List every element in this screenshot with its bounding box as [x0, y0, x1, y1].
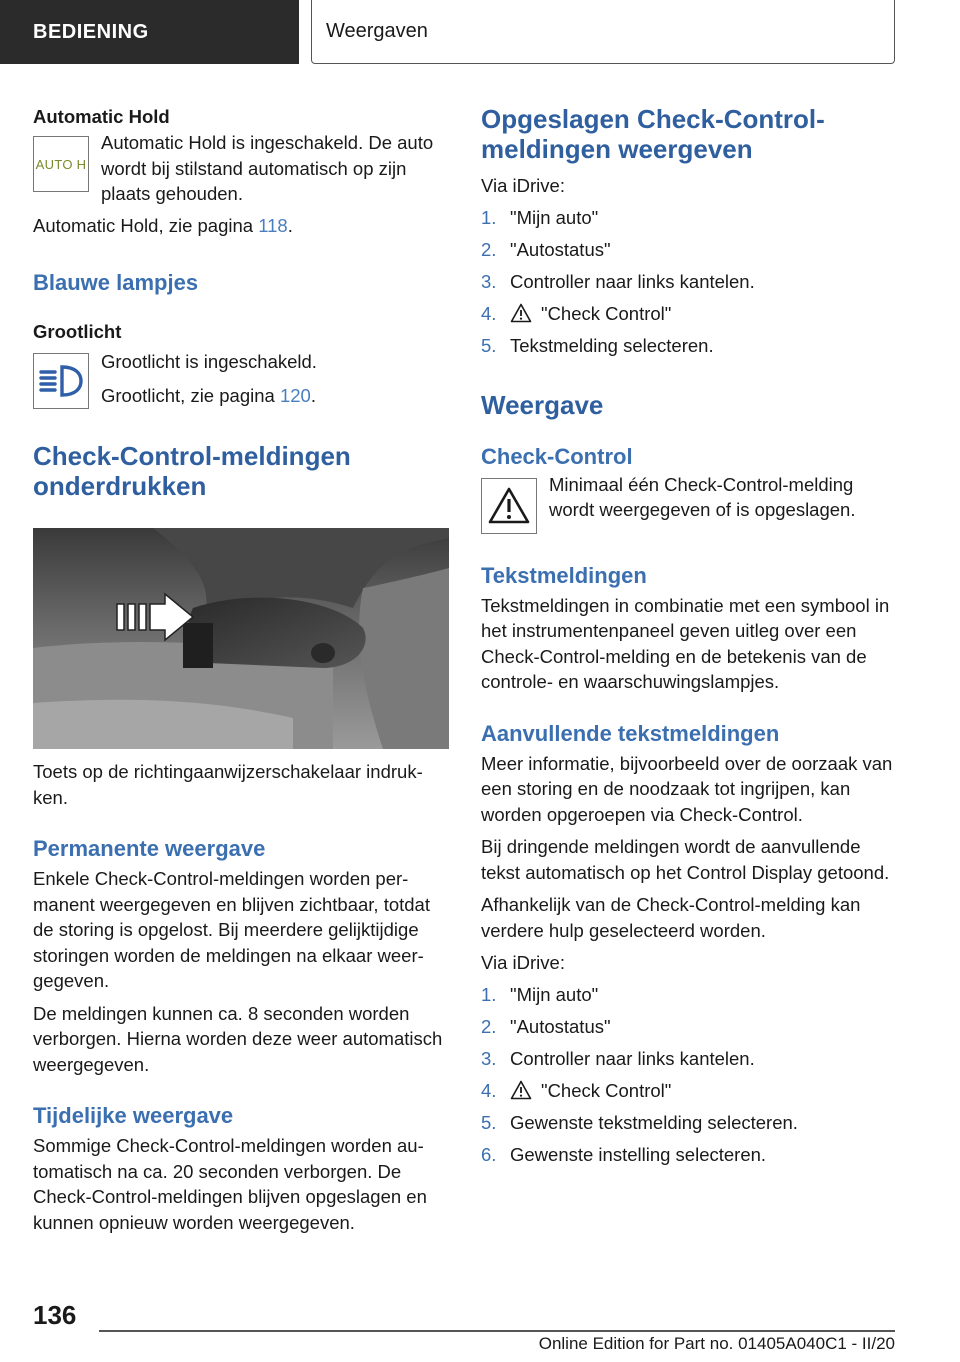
section-title: BEDIENING	[33, 20, 149, 43]
blue-lamps-heading: Blauwe lampjes	[33, 270, 199, 295]
list-item	[481, 1046, 901, 1072]
list-item	[481, 982, 901, 1008]
left-column	[33, 100, 449, 1235]
step-text: Controller naar links kantelen.	[510, 1048, 755, 1069]
text-messages-p1: Tekstmeldingen in combinatie met een symbool in het instrumentenpaneel geven uitleg over een Check-Control-melding en de betekenis van de controle- en waarschuwingslampjes.	[481, 594, 890, 692]
high-beam-description: Grootlicht is ingeschakeld.	[101, 351, 317, 372]
step-number: 4.	[481, 303, 497, 324]
high-beam-ref-end: .	[310, 384, 316, 406]
autohold-heading: Automatic Hold	[33, 106, 170, 127]
high-beam-heading: Grootlicht	[33, 321, 122, 342]
edition-footer: Online Edition for Part no. 01405A040C1 - II/20	[538, 1334, 895, 1353]
stored-heading: Opgeslagen Check-Control-meldingen weergeven	[481, 104, 825, 164]
step-number: 3.	[481, 271, 497, 292]
temporary-heading: Tijdelijke weergave	[33, 1103, 234, 1128]
step-text: "Mijn auto"	[510, 984, 599, 1005]
extra-p3: Afhankelijk van de Check-Control-melding kan verdere hulp geselecteerd worden.	[481, 894, 861, 941]
high-beam-icon	[33, 353, 89, 409]
check-control-warning-icon	[481, 478, 537, 534]
check-control-description: Minimaal één Check-Control-melding wordt weergegeven of is opgeslagen.	[549, 473, 856, 520]
list-item	[481, 237, 901, 263]
auto-hold-icon-label: AUTO H	[35, 156, 87, 172]
step-number: 2.	[481, 239, 497, 260]
extra-steps	[481, 982, 901, 1168]
check-control-heading: Check-Control	[481, 443, 633, 469]
permanent-p2: De meldingen kunnen ca. 8 seconden worden verborgen. Hierna worden deze weer automatisch weergegeven.	[33, 1002, 443, 1075]
autohold-reference	[33, 213, 449, 239]
chapter-title: Weergaven	[326, 20, 428, 42]
step-number: 5.	[481, 335, 497, 356]
extra-p2: Bij dringende meldingen wordt de aanvullende tekst automatisch op het Control Display getoond.	[481, 836, 890, 883]
step-number: 5.	[481, 1112, 497, 1133]
permanent-p1: Enkele Check-Control-meldingen worden permanent weergegeven en blijven zichtbaar, totdat de storing is opgelost. Bij meerdere gelijktijdige storingen worden de meldingen na elkaar weergegeven.	[33, 868, 430, 991]
extra-p1: Meer informatie, bijvoorbeeld over de oorzaak van een storing en de noodzaak tot ingrijpen, kan worden opgeroepen via Check-Control.	[481, 752, 893, 825]
high-beam-page-link[interactable]: 120	[279, 384, 311, 406]
list-item	[481, 1110, 901, 1136]
step-text: "Mijn auto"	[510, 207, 599, 228]
display-heading: Weergave	[481, 389, 604, 420]
autohold-ref-text: Automatic Hold, zie pagina	[33, 214, 259, 236]
autohold-description: Automatic Hold is ingeschakeld. De auto wordt bij stilstand automatisch op zijn plaats gehouden.	[101, 132, 434, 204]
temporary-p1: Sommige Check-Control-meldingen worden automatisch na ca. 20 seconden verborgen. De Check-Control-meldingen blijven opgeslagen en kunnen opnieuw worden weergegeven.	[33, 1135, 427, 1233]
step-text: Tekstmelding selecteren.	[510, 335, 714, 356]
autohold-block	[33, 133, 449, 207]
footer-rule	[99, 1330, 895, 1332]
page-number: 136	[33, 1300, 77, 1330]
list-item	[481, 333, 901, 359]
step-number: 4.	[481, 1080, 497, 1101]
turn-signal-switch-photo	[33, 528, 449, 749]
stored-steps	[481, 205, 901, 359]
step-text: "Autostatus"	[510, 239, 611, 260]
list-item	[481, 1078, 901, 1104]
auto-hold-icon	[33, 136, 89, 192]
section-tab	[0, 0, 299, 64]
suppress-heading: Check-Control-meldingen onderdrukken	[33, 441, 351, 501]
step-number: 2.	[481, 1016, 497, 1037]
step-number: 3.	[481, 1048, 497, 1069]
suppress-caption: Toets op de richtingaanwijzerschakelaar indrukken.	[33, 761, 423, 808]
list-item	[481, 1014, 901, 1040]
step-text: "Autostatus"	[510, 1016, 611, 1037]
step-text: Gewenste tekstmelding selecteren.	[510, 1112, 798, 1133]
step-number: 1.	[481, 207, 497, 228]
high-beam-reference	[101, 383, 449, 409]
warning-triangle-icon	[510, 303, 532, 323]
extra-heading: Aanvullende tekstmeldingen	[481, 720, 780, 746]
check-control-block	[481, 475, 901, 534]
autohold-ref-end: .	[287, 214, 293, 236]
list-item	[481, 205, 901, 231]
chapter-tab	[311, 0, 895, 64]
step-text: "Check Control"	[541, 1080, 672, 1101]
right-column	[481, 100, 901, 1168]
text-messages-heading: Tekstmeldingen	[481, 562, 647, 588]
step-text: Controller naar links kantelen.	[510, 271, 755, 292]
permanent-heading: Permanente weergave	[33, 836, 266, 861]
stored-via: Via iDrive:	[481, 175, 565, 196]
step-number: 6.	[481, 1144, 497, 1165]
autohold-page-link[interactable]: 118	[258, 214, 288, 236]
step-text: "Check Control"	[541, 303, 672, 324]
high-beam-block	[33, 350, 449, 409]
step-number: 1.	[481, 984, 497, 1005]
step-text: Gewenste instelling selecteren.	[510, 1144, 767, 1165]
high-beam-ref-text: Grootlicht, zie pagina	[101, 384, 280, 406]
warning-triangle-icon	[510, 1080, 532, 1100]
list-item	[481, 301, 901, 327]
list-item	[481, 269, 901, 295]
list-item	[481, 1142, 901, 1168]
extra-via: Via iDrive:	[481, 952, 565, 973]
